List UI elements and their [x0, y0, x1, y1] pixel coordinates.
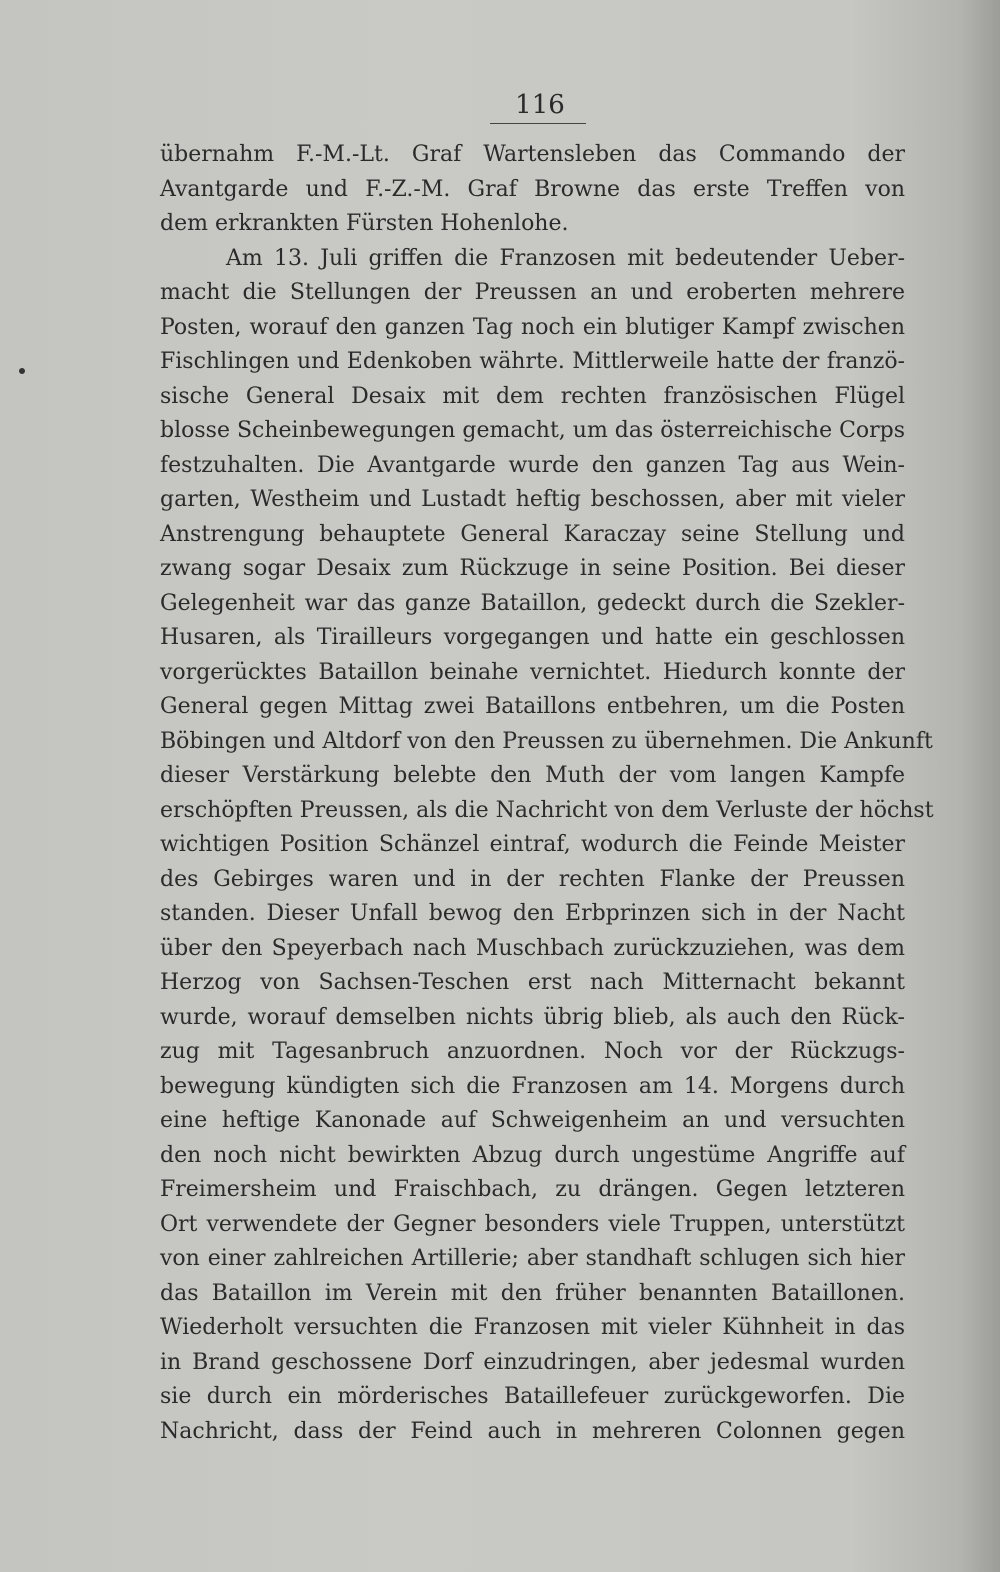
text-line: macht die Stellungen der Preussen an und eroberten mehrere	[160, 280, 905, 305]
text-line: übernahm F.-M.-Lt. Graf Wartensleben das Commando der	[160, 142, 905, 167]
text-line: über den Speyerbach nach Muschbach zurückzuziehen, was dem	[160, 935, 905, 961]
text-line: sie durch ein mörderisches Bataillefeuer zurückgeworfen. Die	[160, 1384, 905, 1409]
text-line: vorgerücktes Bataillon beinahe vernichtet. Hiedurch konnte der	[160, 659, 905, 685]
text-line: den noch nicht bewirkten Abzug durch ungestüme Angriffe auf	[160, 1142, 905, 1168]
text-line: Nachricht, dass der Feind auch in mehreren Colonnen gegen	[160, 1418, 905, 1444]
text-line: standen. Dieser Unfall bewog den Erbprinzen sich in der Nacht	[160, 901, 905, 926]
text-line: Ort verwendete der Gegner besonders viele Truppen, unterstützt	[160, 1211, 905, 1237]
text-line: erschöpften Preussen, als die Nachricht von dem Verluste der höchst	[160, 797, 934, 823]
text-line: Avantgarde und F.-Z.-M. Graf Browne das erste Treffen von	[160, 176, 905, 202]
text-line: Husaren, als Tirailleurs vorgegangen und hatte ein geschlossen	[160, 625, 905, 650]
text-line: Gelegenheit war das ganze Bataillon, gedeckt durch die Szekler-	[160, 590, 905, 616]
text-line: Am 13. Juli griffen die Franzosen mit bedeutender Ueber-	[226, 245, 905, 271]
text-line: sische General Desaix mit dem rechten französischen Flügel	[160, 383, 905, 409]
text-line: Anstrengung behauptete General Karaczay seine Stellung und	[160, 521, 905, 547]
text-line: Fischlingen und Edenkoben währte. Mittlerweile hatte der franzö-	[160, 349, 905, 374]
text-line: dem erkrankten Fürsten Hohenlohe.	[160, 211, 569, 236]
text-line: General gegen Mittag zwei Bataillons entbehren, um die Posten	[160, 694, 905, 719]
text-line: Freimersheim und Fraischbach, zu drängen. Gegen letzteren	[160, 1177, 905, 1202]
text-line: bewegung kündigten sich die Franzosen am 14. Morgens durch	[160, 1073, 905, 1099]
text-line: garten, Westheim und Lustadt heftig beschossen, aber mit vieler	[160, 487, 905, 512]
text-line: zug mit Tagesanbruch anzuordnen. Noch vor der Rückzugs-	[160, 1039, 905, 1064]
margin-dot	[19, 368, 25, 374]
text-line: wurde, worauf demselben nichts übrig blieb, als auch den Rück-	[160, 1004, 905, 1030]
text-line: Wiederholt versuchten die Franzosen mit vieler Kühnheit in das	[160, 1315, 905, 1340]
text-line: Posten, worauf den ganzen Tag noch ein blutiger Kampf zwischen	[160, 314, 905, 340]
body-text	[160, 138, 934, 1449]
text-line: Herzog von Sachsen-Teschen erst nach Mitternacht bekannt	[160, 970, 905, 995]
text-line: von einer zahlreichen Artillerie; aber standhaft schlugen sich hier	[160, 1246, 905, 1271]
text-line: blosse Scheinbewegungen gemacht, um das österreichische Corps	[160, 418, 906, 443]
text-line: das Bataillon im Verein mit den früher benannten Bataillonen.	[160, 1280, 905, 1306]
text-line: dieser Verstärkung belebte den Muth der vom langen Kampfe	[160, 763, 905, 788]
text-line: des Gebirges waren und in der rechten Flanke der Preussen	[160, 866, 905, 892]
text-line: in Brand geschossene Dorf einzudringen, aber jedesmal wurden	[160, 1349, 905, 1375]
text-line: eine heftige Kanonade auf Schweigenheim an und versuchten	[160, 1108, 905, 1133]
text-line: Böbingen und Altdorf von den Preussen zu übernehmen. Die Ankunft	[160, 728, 933, 754]
page-number: 116	[515, 90, 565, 120]
header-rule	[490, 123, 586, 124]
text-line: festzuhalten. Die Avantgarde wurde den ganzen Tag aus Wein-	[160, 452, 905, 478]
text-line: wichtigen Position Schänzel eintraf, wodurch die Feinde Meister	[160, 832, 905, 857]
text-line: zwang sogar Desaix zum Rückzuge in seine Position. Bei dieser	[160, 556, 905, 581]
